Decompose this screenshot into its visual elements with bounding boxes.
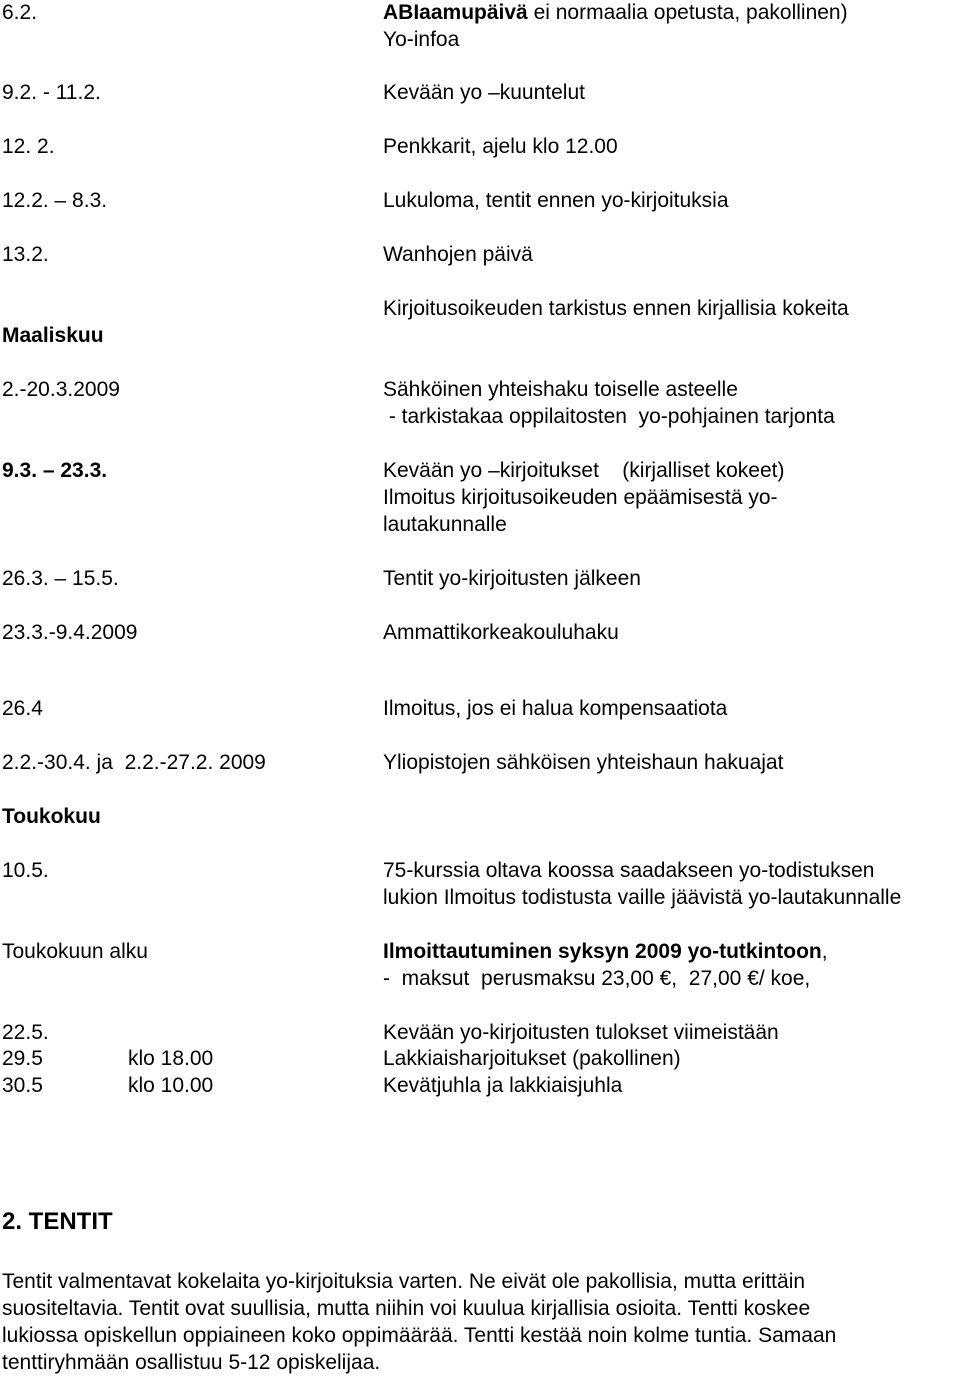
event-registration-fees: - maksut perusmaksu 23,00 €, 27,00 €/ koe,	[383, 967, 811, 990]
date-graduation-rehearsal: 29.5	[2, 1047, 43, 1070]
date-written-exams: 9.3. – 23.3.	[2, 459, 108, 482]
event-listening-exams: Kevään yo –kuuntelut	[383, 81, 585, 104]
section-paragraph	[2, 1268, 960, 1376]
event-university-application: Yliopistojen sähköisen yhteishaun hakuajat	[383, 751, 784, 774]
event-results: Kevään yo-kirjoitusten tulokset viimeistään	[383, 1021, 779, 1044]
date-university-application: 2.2.-30.4. ja 2.2.-27.2. 2009	[2, 751, 266, 774]
date-graduation-ceremony: 30.5	[2, 1074, 43, 1097]
date-listening-exams: 9.2. - 11.2.	[2, 81, 101, 104]
section-heading: 2. TENTIT	[2, 1208, 113, 1235]
date-wanhojen-paiva: 13.2.	[2, 243, 49, 266]
time-graduation-ceremony: klo 10.00	[128, 1074, 214, 1097]
event-graduation-ceremony: Kevätjuhla ja lakkiaisjuhla	[383, 1074, 623, 1097]
event-written-exams: Kevään yo –kirjoitukset (kirjalliset kokeet)	[383, 459, 785, 482]
date-penkkarit: 12. 2.	[2, 135, 55, 158]
event-penkkarit: Penkkarit, ajelu klo 12.00	[383, 135, 618, 158]
paragraph-line: suositeltavia. Tentit ovat suullisia, mutta niihin voi kuulua kirjallisia osioita. Tentti koskee	[2, 1297, 811, 1320]
event-graduation-rehearsal: Lakkiaisharjoitukset (pakollinen)	[383, 1047, 681, 1070]
event-written-exams-line3: lautakunnalle	[383, 513, 507, 536]
event-abi-morning-bold: ABIaamupäivä	[383, 1, 528, 24]
month-heading-may: Toukokuu	[2, 805, 101, 828]
event-amk-application: Ammattikorkeakouluhaku	[383, 621, 619, 644]
event-right-check: Kirjoitusoikeuden tarkistus ennen kirjallisia kokeita	[383, 297, 849, 320]
date-abi-morning: 6.2.	[2, 1, 38, 24]
event-abi-morning-line2: Yo-infoa	[383, 28, 460, 51]
event-course-requirement: 75-kurssia oltava koossa saadakseen yo-todistuksen	[383, 859, 875, 882]
event-abi-morning	[383, 0, 848, 26]
date-joint-application: 2.-20.3.2009	[2, 378, 120, 401]
event-course-requirement-line2: lukion Ilmoitus todistusta vaille jäävistä yo-lautakunnalle	[383, 886, 902, 909]
event-tentit: Tentit yo-kirjoitusten jälkeen	[383, 567, 641, 590]
paragraph-line: Tentit valmentavat kokelaita yo-kirjoituksia varten. Ne eivät ole pakollisia, mutta erittäin	[2, 1270, 806, 1293]
date-course-requirement: 10.5.	[2, 859, 49, 882]
paragraph-line: tenttiryhmään osallistuu 5-12 opiskelijaa.	[2, 1351, 381, 1374]
date-registration: Toukokuun alku	[2, 940, 148, 963]
event-written-exams-line2: Ilmoitus kirjoitusoikeuden epäämisestä yo-	[383, 486, 778, 509]
event-abi-morning-rest: ei normaalia opetusta, pakollinen)	[527, 1, 848, 24]
event-joint-application: Sähköinen yhteishaku toiselle asteelle	[383, 378, 738, 401]
month-heading-march: Maaliskuu	[2, 324, 104, 347]
date-compensation: 26.4	[2, 697, 43, 720]
paragraph-line: lukiossa opiskellun oppiaineen koko oppimäärää. Tentti kestää noin kolme tuntia. Samaan	[2, 1324, 837, 1347]
event-registration	[383, 938, 828, 965]
date-results: 22.5.	[2, 1021, 49, 1044]
date-study-leave: 12.2. – 8.3.	[2, 189, 108, 212]
date-tentit: 26.3. – 15.5.	[2, 567, 119, 590]
event-compensation: Ilmoitus, jos ei halua kompensaatiota	[383, 697, 728, 720]
event-registration-rest: ,	[821, 940, 828, 963]
event-registration-bold: Ilmoittautuminen syksyn 2009 yo-tutkintoon	[383, 940, 822, 963]
event-wanhojen-paiva: Wanhojen päivä	[383, 243, 533, 266]
time-graduation-rehearsal: klo 18.00	[128, 1047, 214, 1070]
event-study-leave: Lukuloma, tentit ennen yo-kirjoituksia	[383, 189, 729, 212]
event-joint-application-line2: - tarkistakaa oppilaitosten yo-pohjainen tarjonta	[383, 405, 835, 428]
date-amk-application: 23.3.-9.4.2009	[2, 621, 138, 644]
